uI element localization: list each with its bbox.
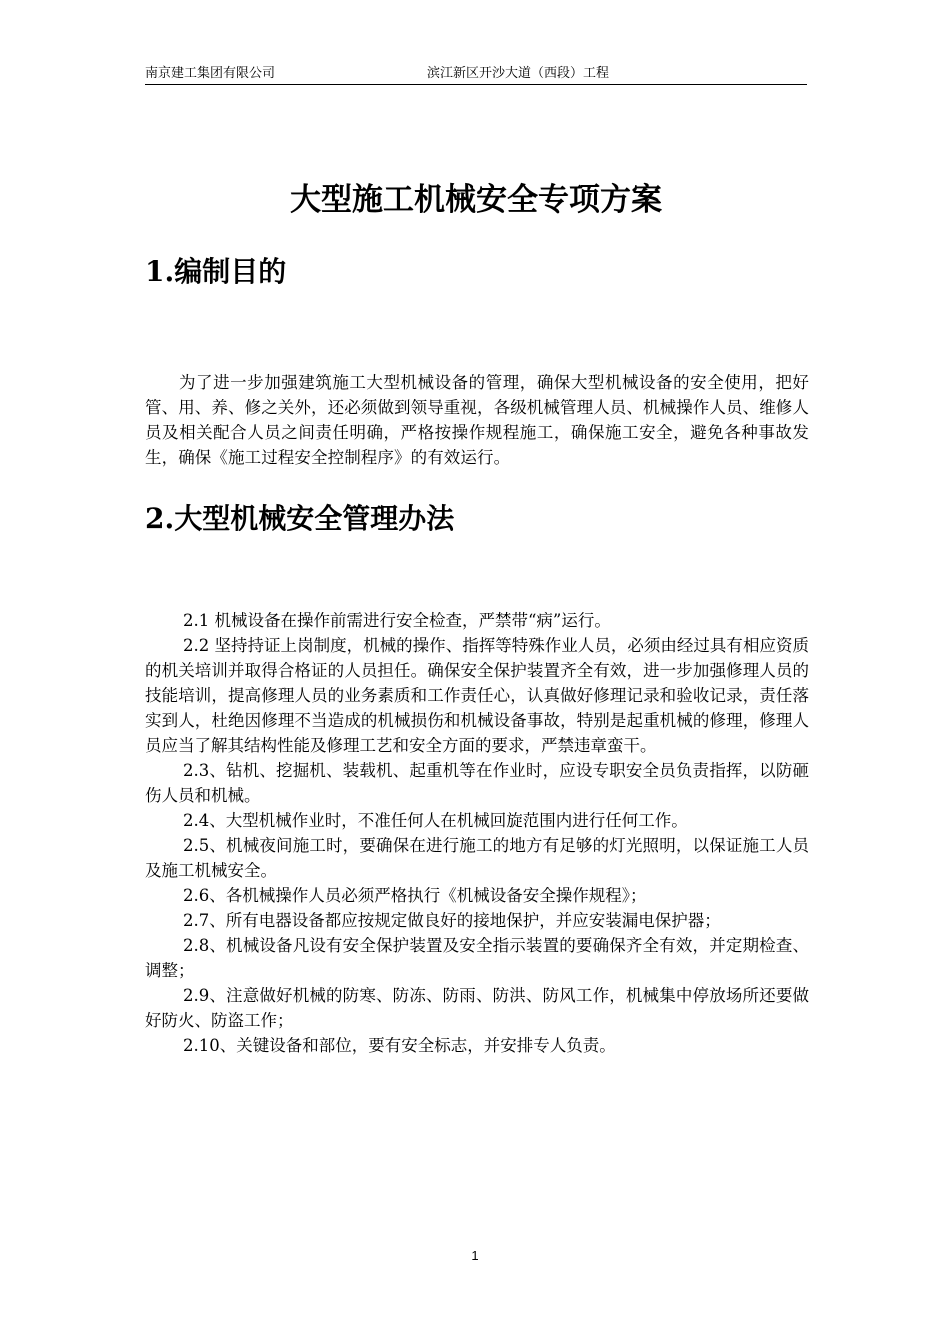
document-title: 大型施工机械安全专项方案 xyxy=(290,182,662,218)
section-heading-1: 1.编制目的 xyxy=(145,255,287,288)
header-project: 滨江新区开沙大道（西段）工程 xyxy=(427,66,610,81)
rule-item: 2.10、关键设备和部位，要有安全标志，并安排专人负责。 xyxy=(183,1036,616,1055)
header-company: 南京建工集团有限公司 xyxy=(145,66,276,81)
rules-list xyxy=(145,608,809,1058)
rule-item: 2.9、注意做好机械的防寒、防冻、防雨、防洪、防风工作，机械集中停放场所还要做好防火、防盗工作； xyxy=(145,986,809,1030)
rule-item: 2.3、钻机、挖掘机、装载机、起重机等在作业时，应设专职安全员负责指挥，以防砸伤人员和机械。 xyxy=(145,761,809,805)
rule-item: 2.1 机械设备在操作前需进行安全检查，严禁带“病”运行。 xyxy=(183,611,611,630)
rule-item: 2.8、机械设备凡设有安全保护装置及安全指示装置的要确保齐全有效，并定期检查、调整； xyxy=(145,936,809,980)
section-1-paragraph: 为了进一步加强建筑施工大型机械设备的管理，确保大型机械设备的安全使用，把好管、用、养、修之关外，还必须做到领导重视，各级机械管理人员、机械操作人员、维修人员及相关配合人员之间责任明确，严格按操作规程施工，确保施工安全，避免各种事故发生，确保《施工过程安全控制程序》的有效运行。 xyxy=(145,373,809,467)
page-number: 1 xyxy=(471,1248,479,1263)
rule-item: 2.4、大型机械作业时，不准任何人在机械回旋范围内进行任何工作。 xyxy=(183,811,688,830)
rule-item: 2.5、机械夜间施工时，要确保在进行施工的地方有足够的灯光照明，以保证施工人员及施工机械安全。 xyxy=(145,836,809,880)
rule-item: 2.7、所有电器设备都应按规定做良好的接地保护，并应安装漏电保护器； xyxy=(183,911,721,930)
rule-item: 2.2 坚持持证上岗制度，机械的操作、指挥等特殊作业人员，必须由经过具有相应资质的机关培训并取得合格证的人员担任。确保安全保护装置齐全有效，进一步加强修理人员的技能培训，提高修理人员的业务素质和工作责任心，认真做好修理记录和验收记录，责任落实到人，杜绝因修理不当造成的机械损伤和机械设备事故，特别是起重机械的修理，修理人员应当了解其结构性能及修理工艺和安全方面的要求，严禁违章蛮干。 xyxy=(145,636,809,755)
section-heading-2: 2.大型机械安全管理办法 xyxy=(145,502,455,535)
rule-item: 2.6、各机械操作人员必须严格执行《机械设备安全操作规程》； xyxy=(183,886,647,905)
page-header xyxy=(145,64,807,85)
